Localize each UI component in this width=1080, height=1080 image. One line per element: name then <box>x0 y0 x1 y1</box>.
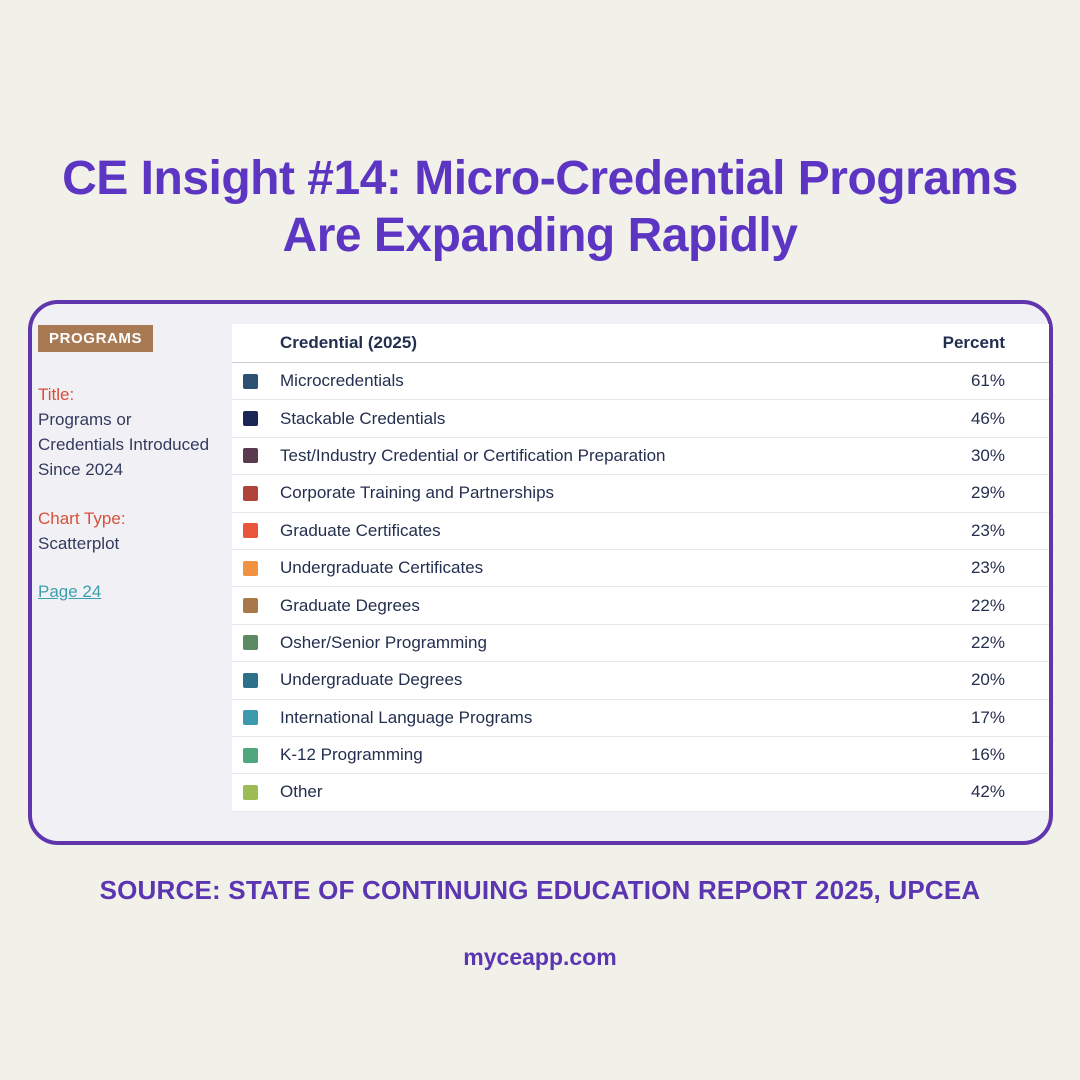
chart-type-value: Scatterplot <box>38 534 120 553</box>
credential-label: Test/Industry Credential or Certification Preparation <box>280 445 666 465</box>
title-label: Title: <box>38 385 75 404</box>
percent-value: 46% <box>970 408 1005 428</box>
color-swatch <box>243 710 258 725</box>
table-row <box>232 625 1049 662</box>
table-row <box>232 700 1049 737</box>
table-row <box>232 438 1049 475</box>
category-badge: PROGRAMS <box>38 325 153 352</box>
percent-value: 20% <box>970 670 1005 690</box>
percent-value: 16% <box>970 745 1005 765</box>
column-header-percent: Percent <box>942 333 1005 352</box>
color-swatch <box>243 561 258 576</box>
percent-value: 30% <box>970 445 1005 465</box>
table-row <box>232 587 1049 624</box>
credential-label: K-12 Programming <box>280 745 423 765</box>
percent-value: 61% <box>970 371 1005 391</box>
page-title-line-2: Are Expanding Rapidly <box>282 209 798 262</box>
credential-label: Microcredentials <box>280 371 404 391</box>
table-row <box>232 662 1049 699</box>
percent-value: 17% <box>970 707 1005 727</box>
percent-value: 42% <box>970 782 1005 802</box>
sidebar <box>38 325 216 604</box>
source-attribution: SOURCE: STATE OF CONTINUING EDUCATION REPORT 2025, UPCEA <box>99 875 981 905</box>
color-swatch <box>243 374 258 389</box>
page-title-line-1: CE Insight #14: Micro-Credential Programs <box>62 152 1018 205</box>
table-row <box>232 550 1049 587</box>
color-swatch <box>243 598 258 613</box>
credential-label: Undergraduate Degrees <box>280 670 463 690</box>
table-row <box>232 774 1049 811</box>
percent-value: 23% <box>970 558 1005 578</box>
website-url: myceapp.com <box>463 944 617 970</box>
color-swatch <box>243 411 258 426</box>
color-swatch <box>243 486 258 501</box>
percent-value: 23% <box>970 520 1005 540</box>
credential-label: Osher/Senior Programming <box>280 632 487 652</box>
credential-label: International Language Programs <box>280 707 533 727</box>
credential-label: Other <box>280 782 323 802</box>
percent-value: 22% <box>970 632 1005 652</box>
table-header-row <box>232 324 1049 363</box>
credential-label: Graduate Degrees <box>280 595 420 615</box>
credential-label: Corporate Training and Partnerships <box>280 483 555 503</box>
color-swatch <box>243 448 258 463</box>
chart-type-label: Chart Type: <box>38 509 126 528</box>
percent-value: 29% <box>970 483 1005 503</box>
table-row <box>232 400 1049 437</box>
percent-value: 22% <box>970 595 1005 615</box>
color-swatch <box>243 748 258 763</box>
column-header-credential: Credential (2025) <box>280 333 417 352</box>
color-swatch <box>243 673 258 688</box>
color-swatch <box>243 635 258 650</box>
table-row <box>232 363 1049 400</box>
page-title <box>0 150 1080 264</box>
page-link[interactable]: Page 24 <box>38 582 102 601</box>
credential-label: Stackable Credentials <box>280 408 446 428</box>
credentials-table <box>232 324 1049 812</box>
data-panel <box>28 300 1053 845</box>
table-row <box>232 513 1049 550</box>
color-swatch <box>243 523 258 538</box>
color-swatch <box>243 785 258 800</box>
table-row <box>232 737 1049 774</box>
title-value: Programs or Credentials Introduced Since 2024 <box>38 410 210 479</box>
table-row <box>232 475 1049 512</box>
credential-label: Undergraduate Certificates <box>280 558 484 578</box>
credential-label: Graduate Certificates <box>280 520 441 540</box>
